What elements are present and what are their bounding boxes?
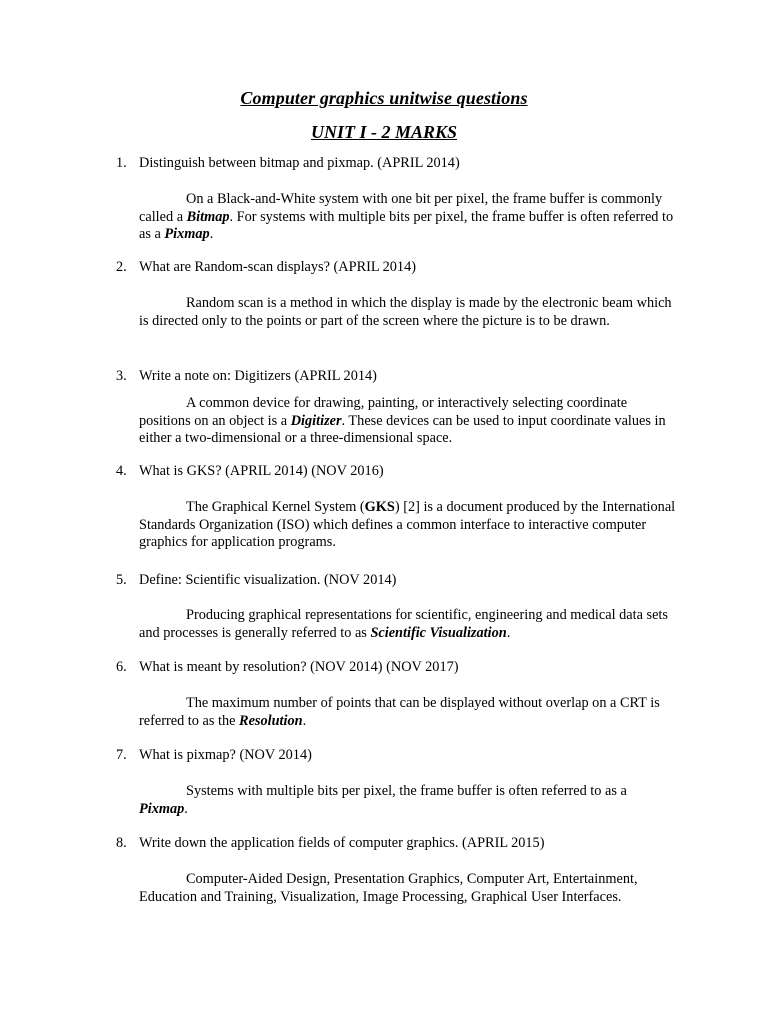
emphasized-term: Resolution — [239, 712, 303, 729]
question-number: 8. — [116, 835, 127, 851]
question-text: What is meant by resolution? (NOV 2014) (NOV 2017) — [139, 659, 459, 675]
emphasized-term: GKS — [364, 499, 395, 515]
answer-8: Computer-Aided Design, Presentation Graphics, Computer Art, Entertainment, Education and Training, Visualization, Image Processing, Graphical User Interfaces. — [139, 871, 638, 905]
question-number: 3. — [116, 368, 127, 384]
emphasized-term: Digitizer — [290, 412, 342, 429]
question-text: What are Random-scan displays? (APRIL 2014) — [139, 259, 416, 275]
question-number: 7. — [116, 747, 127, 763]
answer-5: Producing graphical representations for scientific, engineering and medical data sets and processes is generally referred to as Scientific Visualization. — [139, 607, 668, 641]
question-number: 4. — [116, 463, 127, 479]
question-text: Distinguish between bitmap and pixmap. (APRIL 2014) — [139, 155, 460, 171]
emphasized-term: Bitmap — [186, 208, 230, 225]
question-number: 5. — [116, 572, 127, 588]
emphasized-term: Pixmap — [164, 226, 210, 243]
answer-3: A common device for drawing, painting, or interactively selecting coordinate positions on an object is a Digitizer. These devices can be used to input coordinate values in either a two-dimensional or a three-dimensional space. — [139, 395, 666, 447]
answer-1: On a Black-and-White system with one bit per pixel, the frame buffer is commonly called a Bitmap. For systems with multiple bits per pixel, the frame buffer is often referred to as a Pixmap. — [139, 191, 674, 243]
emphasized-term: Pixmap — [139, 800, 185, 817]
question-text: Write a note on: Digitizers (APRIL 2014) — [139, 368, 377, 384]
document-title: Computer graphics unitwise questions — [240, 88, 528, 108]
question-text: What is GKS? (APRIL 2014) (NOV 2016) — [139, 463, 384, 479]
emphasized-term: Scientific Visualization — [370, 624, 507, 641]
answer-6: The maximum number of points that can be displayed without overlap on a CRT is referred to as the Resolution. — [139, 695, 660, 729]
question-text: Define: Scientific visualization. (NOV 2014) — [139, 572, 397, 588]
question-text: Write down the application fields of computer graphics. (APRIL 2015) — [139, 835, 545, 851]
answer-4: The Graphical Kernel System (GKS) [2] is a document produced by the International Standards Organization (ISO) which defines a common interface to interactive computer graphics for application programs. — [139, 499, 676, 551]
question-text: What is pixmap? (NOV 2014) — [139, 747, 312, 763]
question-number: 2. — [116, 259, 127, 275]
question-number: 6. — [116, 659, 127, 675]
unit-heading: UNIT I - 2 MARKS — [310, 122, 458, 142]
answer-7: Systems with multiple bits per pixel, the frame buffer is often referred to as a Pixmap. — [139, 783, 627, 817]
answer-2: Random scan is a method in which the display is made by the electronic beam which is directed only to the points or part of the screen where the picture is to be drawn. — [139, 295, 672, 329]
question-number: 1. — [116, 155, 127, 171]
